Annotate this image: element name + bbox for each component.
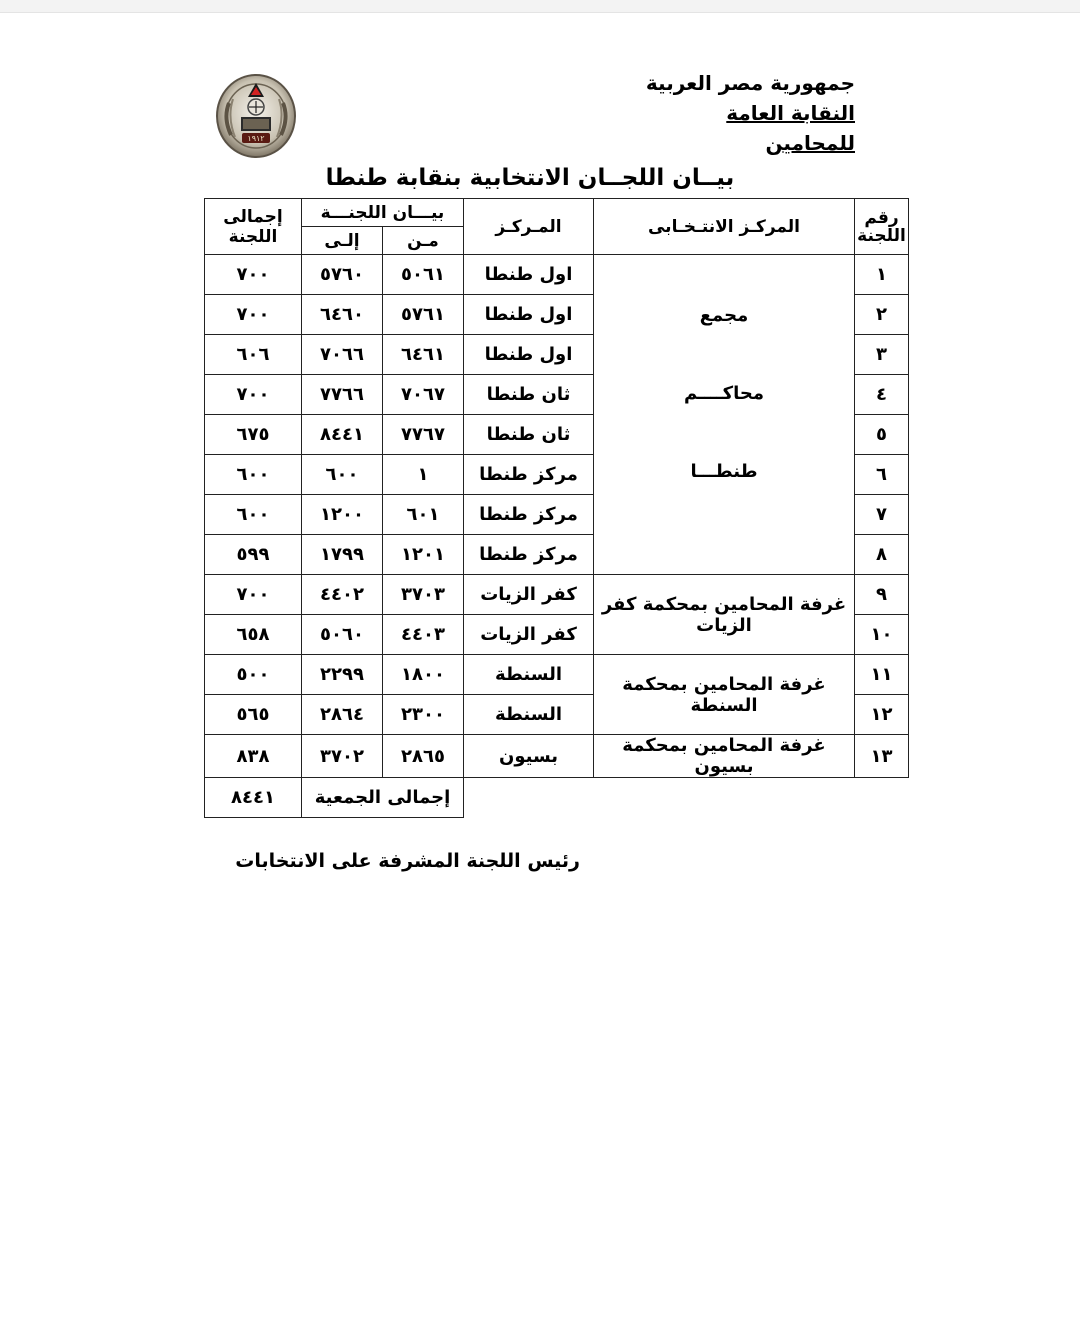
committee-number: ١٣: [855, 735, 909, 778]
header-to: إلـى: [302, 227, 383, 255]
to-cell: ٦٠٠: [302, 455, 383, 495]
total-cell: ٧٠٠: [205, 295, 302, 335]
from-cell: ١٨٠٠: [383, 655, 464, 695]
electoral-center-santa: غرفة المحامين بمحكمة السنطة: [594, 655, 855, 735]
total-cell: ٥٩٩: [205, 535, 302, 575]
center-line-2: محاكــــم: [683, 382, 765, 404]
from-cell: ٢٣٠٠: [383, 695, 464, 735]
markaz-cell: كفر الزيات: [464, 575, 594, 615]
committee-number: ٣: [855, 335, 909, 375]
markaz-cell: السنطة: [464, 695, 594, 735]
table-row: [205, 655, 909, 695]
committee-number: ٤: [855, 375, 909, 415]
total-cell: ٦٥٨: [205, 615, 302, 655]
table-row: [205, 575, 909, 615]
committee-number: ٨: [855, 535, 909, 575]
table-row: [205, 255, 909, 295]
country-name: جمهورية مصر العربية: [645, 71, 855, 95]
svg-text:١٩١٢: ١٩١٢: [247, 134, 265, 143]
electoral-center-basyoun: غرفة المحامين بمحكمة بسيون: [594, 735, 855, 778]
header-committee-statement: بيـــان اللجنـــة: [302, 199, 464, 227]
center-line-3: طنطـــا: [690, 460, 758, 482]
from-cell: ١: [383, 455, 464, 495]
lawyers-syndicate-emblem-icon: [215, 73, 297, 159]
markaz-cell: اول طنطا: [464, 295, 594, 335]
committee-number: ٢: [855, 295, 909, 335]
to-cell: ٦٤٦٠: [302, 295, 383, 335]
from-cell: ٤٤٠٣: [383, 615, 464, 655]
from-cell: ١٢٠١: [383, 535, 464, 575]
from-cell: ٢٨٦٥: [383, 735, 464, 778]
from-cell: ٧٧٦٧: [383, 415, 464, 455]
total-cell: ٦٠٠: [205, 495, 302, 535]
markaz-cell: كفر الزيات: [464, 615, 594, 655]
electoral-center-kafr-elzayat: غرفة المحامين بمحكمة كفر الزيات: [594, 575, 855, 655]
from-cell: ٥٠٦١: [383, 255, 464, 295]
to-cell: ٣٧٠٢: [302, 735, 383, 778]
to-cell: ٧٧٦٦: [302, 375, 383, 415]
electoral-center-tanta: [594, 255, 855, 575]
syndicate-name: النقابة العامة للمحامين: [726, 101, 855, 155]
committee-number: ٥: [855, 415, 909, 455]
committees-table: [204, 198, 909, 818]
from-cell: ٧٠٦٧: [383, 375, 464, 415]
from-cell: ٥٧٦١: [383, 295, 464, 335]
markaz-cell: مركز طنطا: [464, 455, 594, 495]
markaz-cell: بسيون: [464, 735, 594, 778]
committee-number: ١: [855, 255, 909, 295]
to-cell: ١٢٠٠: [302, 495, 383, 535]
committee-number: ٩: [855, 575, 909, 615]
total-cell: ٦٠٠: [205, 455, 302, 495]
grand-total-value: ٨٤٤١: [205, 778, 302, 818]
total-cell: ٧٠٠: [205, 575, 302, 615]
total-cell: ٦٧٥: [205, 415, 302, 455]
from-cell: ٦٤٦١: [383, 335, 464, 375]
from-cell: ٦٠١: [383, 495, 464, 535]
to-cell: ٧٠٦٦: [302, 335, 383, 375]
markaz-cell: مركز طنطا: [464, 495, 594, 535]
center-line-1: مجمع: [699, 304, 749, 326]
grand-total-label: إجمالى الجمعية: [302, 778, 464, 818]
markaz-cell: ثان طنطا: [464, 415, 594, 455]
signature-line: رئيس اللجنة المشرفة على الانتخابات: [235, 850, 580, 872]
document-header: [635, 68, 855, 158]
markaz-cell: ثان طنطا: [464, 375, 594, 415]
total-cell: ٧٠٠: [205, 375, 302, 415]
to-cell: ٨٤٤١: [302, 415, 383, 455]
total-cell: ٥٠٠: [205, 655, 302, 695]
committee-number: ١٠: [855, 615, 909, 655]
total-cell: ٦٠٦: [205, 335, 302, 375]
markaz-cell: اول طنطا: [464, 335, 594, 375]
header-electoral-center: المركـز الانتـخـابى: [594, 199, 855, 255]
from-cell: ٣٧٠٣: [383, 575, 464, 615]
markaz-cell: مركز طنطا: [464, 535, 594, 575]
to-cell: ٥٠٦٠: [302, 615, 383, 655]
grand-total-row: [205, 778, 909, 818]
header-committee-number: رقم اللجنة: [855, 199, 909, 255]
header-from: مـن: [383, 227, 464, 255]
total-cell: ٥٦٥: [205, 695, 302, 735]
committee-number: ١١: [855, 655, 909, 695]
to-cell: ٢٨٦٤: [302, 695, 383, 735]
markaz-cell: اول طنطا: [464, 255, 594, 295]
to-cell: ١٧٩٩: [302, 535, 383, 575]
viewer-top-bar: [0, 0, 1080, 13]
page-title: بيــان اللجــان الانتخابية بنقابة طنطا: [325, 165, 735, 191]
to-cell: ٥٧٦٠: [302, 255, 383, 295]
committee-number: ٧: [855, 495, 909, 535]
committee-number: ١٢: [855, 695, 909, 735]
to-cell: ٢٢٩٩: [302, 655, 383, 695]
header-markaz: المـركـز: [464, 199, 594, 255]
total-cell: ٧٠٠: [205, 255, 302, 295]
markaz-cell: السنطة: [464, 655, 594, 695]
to-cell: ٤٤٠٢: [302, 575, 383, 615]
header-committee-total: إجمالى اللجنة: [205, 199, 302, 255]
table-row: [205, 735, 909, 778]
committee-number: ٦: [855, 455, 909, 495]
total-cell: ٨٣٨: [205, 735, 302, 778]
